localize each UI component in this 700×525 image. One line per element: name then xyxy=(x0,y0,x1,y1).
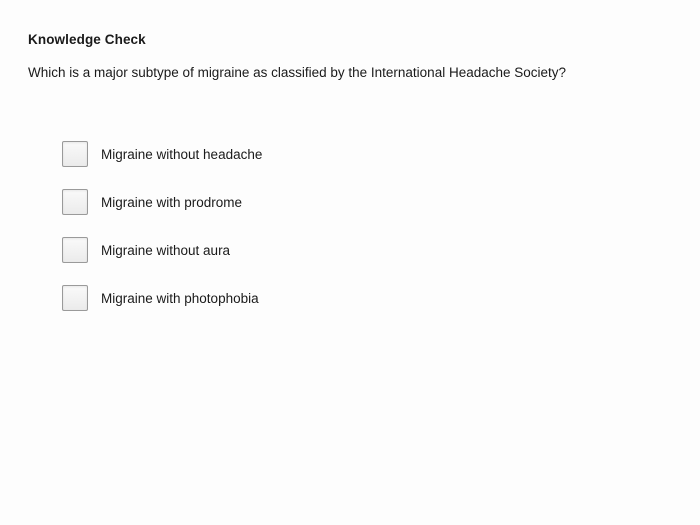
answer-option-4[interactable] xyxy=(62,284,262,312)
answer-checkbox-4[interactable] xyxy=(62,285,88,311)
answer-checkbox-1[interactable] xyxy=(62,141,88,167)
quiz-heading: Knowledge Check xyxy=(28,32,146,47)
answer-checkbox-3[interactable] xyxy=(62,237,88,263)
answer-option-3[interactable] xyxy=(62,236,262,264)
answer-label-3[interactable]: Migraine without aura xyxy=(101,242,231,258)
answer-label-1[interactable]: Migraine without headache xyxy=(101,146,263,162)
answer-option-1[interactable] xyxy=(62,140,262,168)
answer-option-2[interactable] xyxy=(62,188,262,216)
answer-label-2[interactable]: Migraine with prodrome xyxy=(101,194,243,210)
answer-options xyxy=(62,140,262,332)
quiz-question: Which is a major subtype of migraine as classified by the International Headache Society? xyxy=(28,65,567,80)
answer-checkbox-2[interactable] xyxy=(62,189,88,215)
answer-label-4[interactable]: Migraine with photophobia xyxy=(101,290,259,306)
